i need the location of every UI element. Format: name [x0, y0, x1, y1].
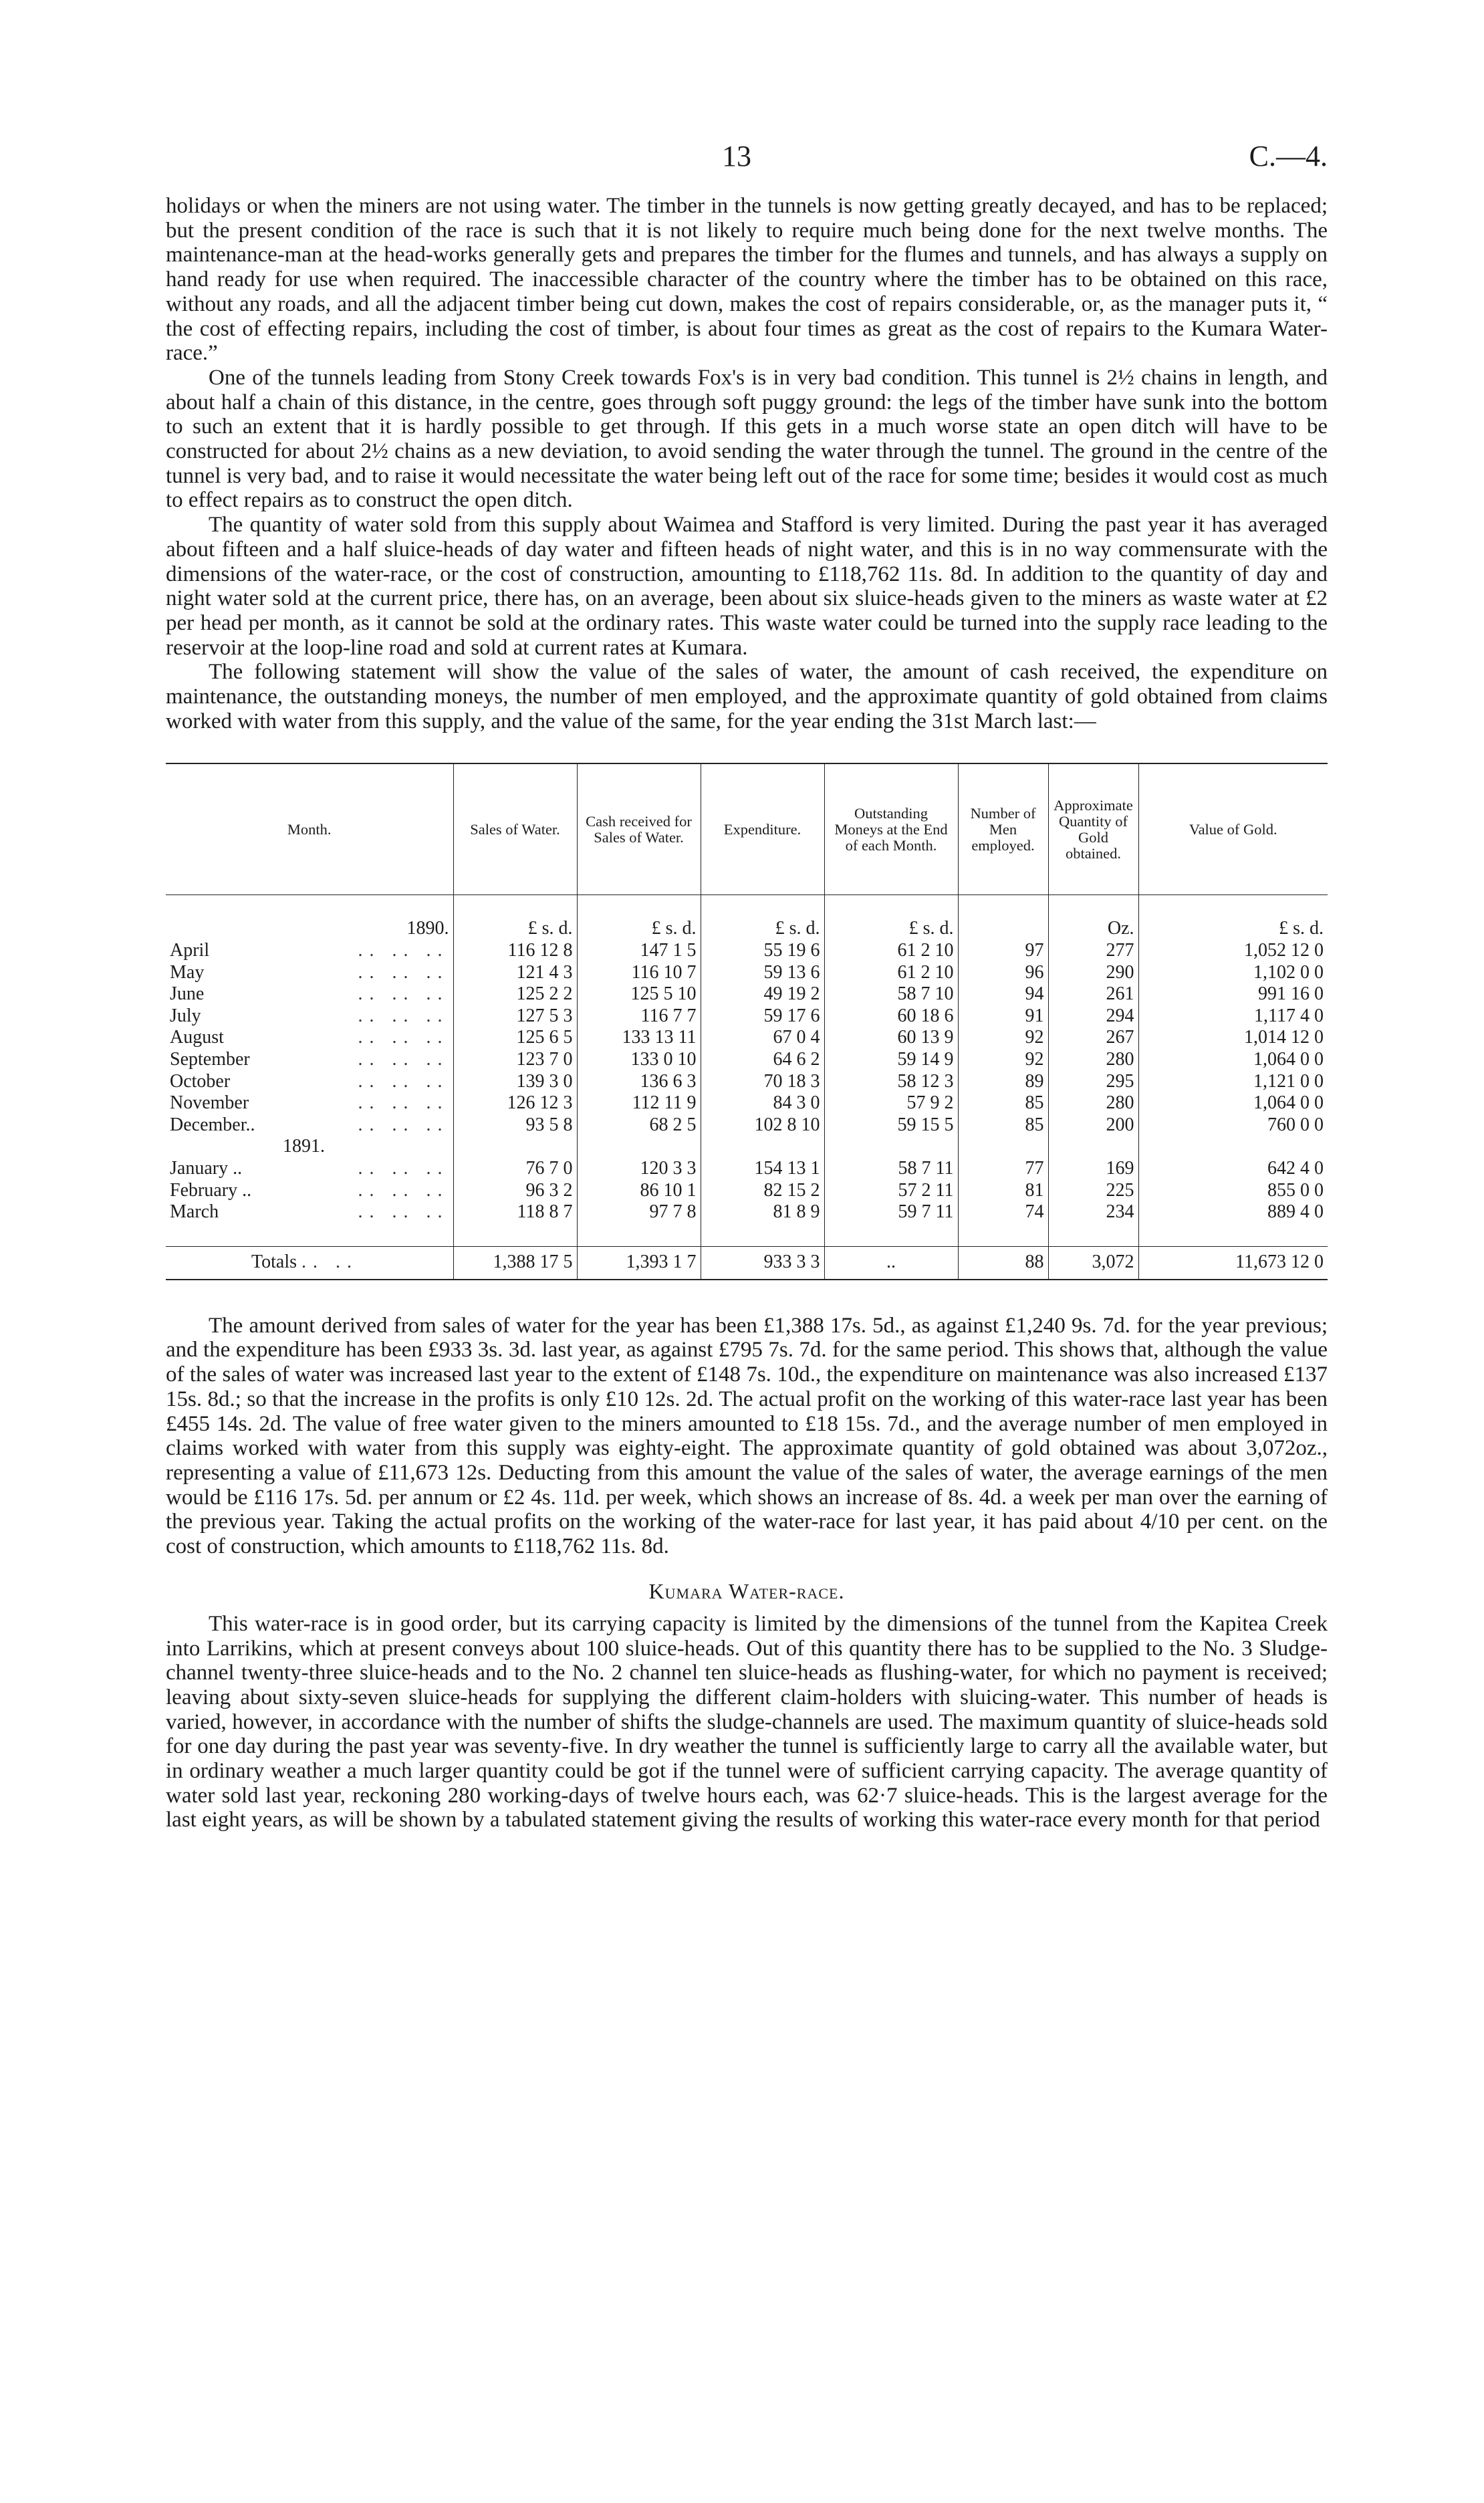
cell-value: 1,052 12 0: [1138, 940, 1328, 962]
table-row: [166, 1027, 1328, 1049]
section-heading: Kumara Water-race.: [648, 1578, 845, 1603]
total-gold-value: 11,673 12 0: [1138, 1246, 1328, 1280]
cell-value: 1,014 12 0: [1138, 1027, 1328, 1049]
cell-men: 92: [958, 1027, 1048, 1049]
month-name: November: [170, 1092, 249, 1114]
paragraph: This water-race is in good order, but its carrying capacity is limited by the dimensions of the tunnel from the Kapitea Creek into Larrikins, which at present conveys about 100 sluice-heads. Out of this quantity there has to be supplied to the No. 3 Sludge-channel twenty-three sluice-heads and to the No. 2 channel ten sluice-heads as flushing-water, for which no payment is received; leaving about sixty-seven sluice-heads for supplying the different claim-holders with sluicing-water. This number of heads is varied, however, in accordance with the number of shifts the sludge-channels are used. The maximum quantity of sluice-heads sold for one day during the past year was seventy-five. In dry weather the tunnel is sufficiently large to carry all the available water, but in ordinary weather a much larger quantity could be got if the tunnel were of sufficient carrying capacity. The average quantity of water sold last year, reckoning 280 working-days of twelve hours each, was 62·7 sluice-heads. This is the largest average for the last eight years, as will be shown by a tabulated statement giving the results of working this water-race every month for that period: [166, 1611, 1328, 1832]
col-header-expenditure: Expenditure.: [701, 763, 824, 895]
cell-cash: 136 6 3: [577, 1071, 701, 1093]
cell-men: 96: [958, 962, 1048, 984]
cell-value: 1,064 0 0: [1138, 1049, 1328, 1071]
table-header-row: [166, 763, 1328, 895]
month-cell: October .. .. ..: [170, 1070, 449, 1092]
cell-men: 77: [958, 1158, 1048, 1180]
cell-out: 59 15 5: [824, 1114, 958, 1137]
month-name: October: [170, 1070, 231, 1092]
cell-value: 1,064 0 0: [1138, 1092, 1328, 1114]
col-header-outstanding: Outstanding Moneys at the End of each Month.: [824, 763, 958, 895]
cell-out: 57 9 2: [824, 1092, 958, 1114]
cell-cash: 86 10 1: [577, 1180, 701, 1202]
cell-exp: 154 13 1: [701, 1158, 824, 1180]
cell-sales: 121 4 3: [453, 962, 577, 984]
table-row: [166, 1180, 1328, 1202]
cell-cash: 97 7 8: [577, 1201, 701, 1223]
table-row: [166, 1201, 1328, 1223]
month-cell: September .. .. ..: [170, 1049, 449, 1070]
cell-value: 642 4 0: [1138, 1158, 1328, 1180]
cell-men: 81: [958, 1180, 1048, 1202]
cell-men: 94: [958, 983, 1048, 1005]
water-sales-table: [166, 763, 1328, 1280]
totals-label: Totals .. ..: [166, 1246, 453, 1280]
year-label: 1890.: [406, 918, 449, 939]
document-page: [166, 134, 1328, 1832]
col-header-gold-value: Value of Gold.: [1138, 763, 1328, 895]
cell-sales: 127 5 3: [453, 1005, 577, 1028]
month-cell: December.. .. .. ..: [170, 1114, 449, 1135]
month-cell: June .. .. ..: [170, 983, 449, 1005]
cell-sales: 96 3 2: [453, 1180, 577, 1202]
cell-men: 89: [958, 1071, 1048, 1093]
cell-sales: 116 12 8: [453, 940, 577, 962]
cell-oz: 280: [1048, 1092, 1138, 1114]
month-name: April: [170, 940, 210, 961]
total-gold-qty: 3,072: [1048, 1246, 1138, 1280]
table-row: [166, 1071, 1328, 1093]
cell-sales: 93 5 8: [453, 1114, 577, 1137]
cell-sales: 76 7 0: [453, 1158, 577, 1180]
total-outstanding: ..: [824, 1246, 958, 1280]
table-row: [166, 940, 1328, 962]
month-cell: July .. .. ..: [170, 1005, 449, 1026]
paragraph: holidays or when the miners are not using water. The timber in the tunnels is now getting greatly decayed, and has to be replaced; but the present condition of the race is such that it is not likely to require much being done for the next twelve months. The maintenance-man at the head-works generally gets and prepares the timber for the flumes and tunnels, and has always a supply on hand ready for use when required. The inaccessible character of the country where the timber has to be obtained on this race, without any roads, and all the adjacent timber being cut down, makes the cost of repairs considerable, or, as the manager puts it, “ the cost of effecting repairs, including the cost of timber, is about four times as great as the cost of repairs to the Kumara Water-race.”: [166, 194, 1328, 366]
cell-men: 97: [958, 940, 1048, 962]
table-row: [166, 1114, 1328, 1137]
cell-value: 1,102 0 0: [1138, 962, 1328, 984]
col-header-cash: Cash received for Sales of Water.: [577, 763, 701, 895]
cell-men: 74: [958, 1201, 1048, 1223]
table-row: [166, 1049, 1328, 1071]
table-row: [166, 1158, 1328, 1180]
month-name: January ..: [170, 1158, 243, 1179]
cell-oz: 169: [1048, 1158, 1138, 1180]
month-name: August: [170, 1027, 224, 1048]
month-name: March: [170, 1201, 219, 1223]
table-row: [166, 1092, 1328, 1114]
cell-out: 61 2 10: [824, 940, 958, 962]
cell-exp: 70 18 3: [701, 1071, 824, 1093]
month-cell: March .. .. ..: [170, 1201, 449, 1223]
table-row: [166, 983, 1328, 1005]
month-name: February ..: [170, 1179, 252, 1201]
cell-out: 59 7 11: [824, 1201, 958, 1223]
cell-oz: 261: [1048, 983, 1138, 1005]
cell-out: 57 2 11: [824, 1180, 958, 1202]
table-row: [166, 1005, 1328, 1028]
cell-out: 58 12 3: [824, 1071, 958, 1093]
cell-exp: 59 13 6: [701, 962, 824, 984]
col-header-men: Number of Men employed.: [958, 763, 1048, 895]
unit-label: £ s. d.: [701, 918, 824, 940]
cell-cash: 116 10 7: [577, 962, 701, 984]
total-men: 88: [958, 1246, 1048, 1280]
cell-exp: 84 3 0: [701, 1092, 824, 1114]
month-cell: August .. .. ..: [170, 1027, 449, 1048]
cell-value: 991 16 0: [1138, 983, 1328, 1005]
cell-exp: 49 19 2: [701, 983, 824, 1005]
paragraph: The amount derived from sales of water for the year has been £1,388 17s. 5d., as against £1,240 9s. 7d. for the year previous; and the expenditure has been £933 3s. 3d. last year, as against £795 7s. 7d. for the same period. This shows that, although the value of the sales of water was increased last year to the extent of £148 7s. 10d., the expenditure on maintenance was also increased £137 15s. 8d.; so that the increase in the profits is only £10 12s. 2d. The actual profit on the working of this water-race last year has been £455 14s. 2d. The value of free water given to the miners amounted to £18 15s. 7d., and the average number of men employed in claims worked with water from this supply was eighty-eight. The approximate quantity of gold obtained was about 3,072oz., representing a value of £11,673 12s. Deducting from this amount the value of the sales of water, the average earnings of the men would be £116 17s. 5d. per annum or £2 4s. 11d. per week, which shows an increase of 8s. 4d. a week per man over the earning of the previous year. Taking the actual profits on the working of the water-race for last year, it has paid about 4/10 per cent. on the cost of construction, which amounts to £118,762 11s. 8d.: [166, 1313, 1328, 1559]
cell-cash: 120 3 3: [577, 1158, 701, 1180]
month-name: September: [170, 1049, 250, 1070]
month-cell: January .. .. .. ..: [170, 1158, 449, 1179]
cell-exp: 81 8 9: [701, 1201, 824, 1223]
cell-men: 85: [958, 1092, 1048, 1114]
cell-out: 61 2 10: [824, 962, 958, 984]
cell-out: 58 7 10: [824, 983, 958, 1005]
month-cell: November .. .. ..: [170, 1092, 449, 1114]
document-reference: C.—4.: [1249, 140, 1328, 172]
cell-exp: 67 0 4: [701, 1027, 824, 1049]
month-name: May: [170, 961, 205, 983]
totals-row: [166, 1246, 1328, 1280]
year-label: 1891.: [283, 1136, 325, 1157]
month-name: December..: [170, 1114, 255, 1135]
paragraph: The following statement will show the value of the sales of water, the amount of cash received, the expenditure on maintenance, the outstanding moneys, the number of men employed, and the approximate quantity of gold obtained from claims worked with water from this supply, and the value of the same, for the year ending the 31st March last:—: [166, 660, 1328, 733]
cell-oz: 277: [1048, 940, 1138, 962]
year-row: [166, 1136, 1328, 1158]
cell-exp: 102 8 10: [701, 1114, 824, 1137]
cell-cash: 68 2 5: [577, 1114, 701, 1137]
month-name: June: [170, 983, 205, 1005]
cell-cash: 147 1 5: [577, 940, 701, 962]
cell-exp: 82 15 2: [701, 1180, 824, 1202]
cell-exp: 64 6 2: [701, 1049, 824, 1071]
total-cash: 1,393 1 7: [577, 1246, 701, 1280]
total-sales: 1,388 17 5: [453, 1246, 577, 1280]
cell-oz: 290: [1048, 962, 1138, 984]
cell-exp: 59 17 6: [701, 1005, 824, 1028]
cell-men: 85: [958, 1114, 1048, 1137]
page-number: 13: [722, 140, 751, 172]
month-cell: April .. .. ..: [170, 940, 449, 961]
cell-sales: 126 12 3: [453, 1092, 577, 1114]
cell-value: 889 4 0: [1138, 1201, 1328, 1223]
col-header-gold-qty: Approximate Quantity of Gold obtained.: [1048, 763, 1138, 895]
cell-value: 1,117 4 0: [1138, 1005, 1328, 1028]
cell-oz: 225: [1048, 1180, 1138, 1202]
col-header-sales: Sales of Water.: [453, 763, 577, 895]
cell-value: 855 0 0: [1138, 1180, 1328, 1202]
cell-men: 91: [958, 1005, 1048, 1028]
page-header: [166, 134, 1328, 194]
cell-value: 1,121 0 0: [1138, 1071, 1328, 1093]
cell-exp: 55 19 6: [701, 940, 824, 962]
cell-sales: 139 3 0: [453, 1071, 577, 1093]
paragraph: The quantity of water sold from this supply about Waimea and Stafford is very limited. During the past year it has averaged about fifteen and a half sluice-heads of day water and fifteen heads of night water, and this is in no way commensurate with the dimensions of the water-race, or the cost of construction, amounting to £118,762 11s. 8d. In addition to the quantity of day and night water sold at the current price, there has, on an average, been about six sluice-heads given to the miners as waste water at £2 per head per month, as it cannot be sold at the ordinary rates. This waste water could be turned into the supply race leading to the reservoir at the loop-line road and sold at current rates at Kumara.: [166, 513, 1328, 660]
cell-out: 59 14 9: [824, 1049, 958, 1071]
paragraph: One of the tunnels leading from Stony Creek towards Fox's is in very bad condition. This tunnel is 2½ chains in length, and about half a chain of this distance, in the centre, goes through soft puggy ground: the legs of the timber have sunk into the bottom to such an extent that it is hardly possible to get through. If this gets in a much worse state an open ditch will have to be constructed for about 2½ chains as a new deviation, to avoid sending the water through the tunnel. The ground in the centre of the tunnel is very bad, and to raise it would necessitate the water being left out of the race for some time; besides it would cost as much to effect repairs as to construct the open ditch.: [166, 365, 1328, 513]
cell-oz: 294: [1048, 1005, 1138, 1028]
cell-sales: 125 6 5: [453, 1027, 577, 1049]
cell-cash: 133 0 10: [577, 1049, 701, 1071]
cell-sales: 125 2 2: [453, 983, 577, 1005]
cell-out: 60 13 9: [824, 1027, 958, 1049]
cell-sales: 123 7 0: [453, 1049, 577, 1071]
year-row: [166, 918, 1328, 940]
cell-out: 60 18 6: [824, 1005, 958, 1028]
cell-oz: 280: [1048, 1049, 1138, 1071]
unit-label: £ s. d.: [577, 918, 701, 940]
cell-sales: 118 8 7: [453, 1201, 577, 1223]
month-name: July: [170, 1005, 201, 1026]
unit-label: £ s. d.: [824, 918, 958, 940]
cell-cash: 125 5 10: [577, 983, 701, 1005]
cell-oz: 295: [1048, 1071, 1138, 1093]
cell-oz: 200: [1048, 1114, 1138, 1137]
cell-oz: 234: [1048, 1201, 1138, 1223]
unit-label: £ s. d.: [453, 918, 577, 940]
cell-value: 760 0 0: [1138, 1114, 1328, 1137]
month-cell: February .. .. .. ..: [170, 1179, 449, 1201]
unit-label: £ s. d.: [1138, 918, 1328, 940]
col-header-month: Month.: [166, 763, 453, 895]
cell-men: 92: [958, 1049, 1048, 1071]
table-row: [166, 962, 1328, 984]
total-expenditure: 933 3 3: [701, 1246, 824, 1280]
unit-label: Oz.: [1048, 918, 1138, 940]
cell-cash: 133 13 11: [577, 1027, 701, 1049]
cell-cash: 116 7 7: [577, 1005, 701, 1028]
cell-out: 58 7 11: [824, 1158, 958, 1180]
month-cell: May .. .. ..: [170, 961, 449, 983]
cell-cash: 112 11 9: [577, 1092, 701, 1114]
cell-oz: 267: [1048, 1027, 1138, 1049]
